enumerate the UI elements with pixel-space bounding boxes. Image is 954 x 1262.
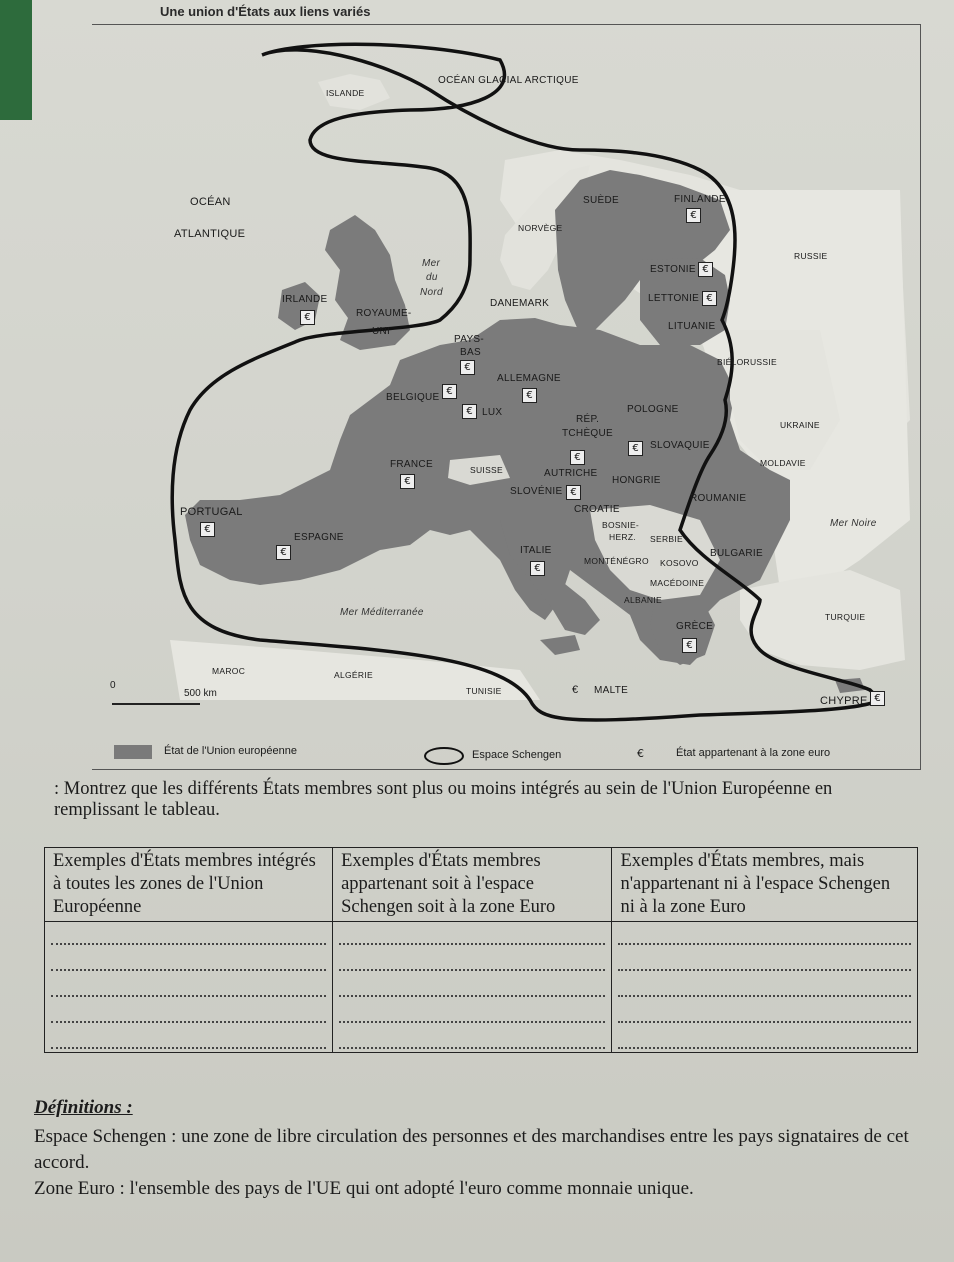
label-bosnie-1: BOSNIE- <box>602 520 640 530</box>
label-suede: SUÈDE <box>583 195 619 206</box>
label-ocean-atlantique-2: ATLANTIQUE <box>174 228 246 240</box>
dotted-line <box>618 951 911 971</box>
answer-cell[interactable] <box>45 1000 333 1026</box>
label-algerie: ALGÉRIE <box>334 670 373 680</box>
column-header-fully-integrated: Exemples d'États membres intégrés à toutes les zones de l'Union Européenne <box>45 848 333 922</box>
legend-eu-label: État de l'Union européenne <box>164 745 297 757</box>
label-bulgarie: BULGARIE <box>710 548 763 559</box>
table-header-row <box>45 848 918 922</box>
label-ocean-atlantique-1: OCÉAN <box>190 196 231 208</box>
answer-cell[interactable] <box>333 1026 612 1053</box>
table-row <box>45 1026 918 1053</box>
legend-euro-label: État appartenant à la zone euro <box>676 747 831 759</box>
dotted-line <box>51 1003 326 1023</box>
label-pays-bas-1: PAYS- <box>454 334 485 345</box>
definition-euro: Zone Euro : l'ensemble des pays de l'UE qui ont adopté l'euro comme monnaie unique. <box>34 1178 694 1199</box>
label-autriche: AUTRICHE <box>544 468 598 479</box>
euro-icon-malte: € <box>572 684 579 696</box>
label-italie: ITALIE <box>520 545 552 556</box>
dotted-line <box>51 951 326 971</box>
label-mer-mediterranee: Mer Méditerranée <box>340 607 424 618</box>
euro-icon-finlande: € <box>686 208 701 223</box>
dotted-line <box>339 1003 605 1023</box>
euro-icon-italie: € <box>530 561 545 576</box>
euro-icon-pays-bas: € <box>460 360 475 375</box>
dotted-line <box>339 977 605 997</box>
answer-cell[interactable] <box>333 948 612 974</box>
label-islande: ISLANDE <box>326 88 365 98</box>
dotted-line <box>618 1003 911 1023</box>
label-albanie: ALBANIE <box>624 595 663 605</box>
answer-cell[interactable] <box>45 922 333 949</box>
label-macedoine: MACÉDOINE <box>650 578 705 588</box>
euro-icon-belgique: € <box>442 384 457 399</box>
euro-icon-grece: € <box>682 638 697 653</box>
label-luxembourg: LUX <box>482 407 503 418</box>
column-header-partially-integrated: Exemples d'États membres appartenant soit à l'espace Schengen soit à la zone Euro <box>333 848 612 922</box>
label-france: FRANCE <box>390 459 433 470</box>
label-suisse: SUISSE <box>470 465 503 475</box>
answer-cell[interactable] <box>612 1000 918 1026</box>
scale-zero: 0 <box>110 680 116 691</box>
label-estonie: ESTONIE <box>650 264 696 275</box>
label-pologne: POLOGNE <box>627 404 679 415</box>
label-mer: Mer <box>422 258 441 269</box>
label-allemagne: ALLEMAGNE <box>497 373 561 384</box>
question-text: : Montrez que les différents États membres sont plus ou moins intégrés au sein de l'Union Européenne en remplissant le tableau. <box>54 779 833 820</box>
dotted-line <box>339 925 605 945</box>
legend-eu-swatch <box>114 745 152 759</box>
eu-land-sicily <box>540 635 580 655</box>
label-lituanie: LITUANIE <box>668 321 716 332</box>
dotted-line <box>51 1029 326 1049</box>
scale-distance: 500 km <box>184 688 217 699</box>
label-royaume-uni-1: ROYAUME- <box>356 308 412 319</box>
label-malte: MALTE <box>594 685 629 696</box>
table-row <box>45 1000 918 1026</box>
label-hongrie: HONGRIE <box>612 475 661 486</box>
dotted-line <box>51 977 326 997</box>
label-mer-noire: Mer Noire <box>830 518 877 529</box>
label-slovaquie: SLOVAQUIE <box>650 440 710 451</box>
legend-schengen-oval <box>424 747 464 765</box>
answer-cell[interactable] <box>612 922 918 949</box>
answer-cell[interactable] <box>333 1000 612 1026</box>
label-espagne: ESPAGNE <box>294 532 344 543</box>
label-moldavie: MOLDAVIE <box>760 458 806 468</box>
label-chypre: CHYPRE <box>820 695 868 707</box>
label-serbie: SERBIE <box>650 534 683 544</box>
label-du: du <box>426 272 438 283</box>
euro-icon-portugal: € <box>200 522 215 537</box>
definition-schengen: Espace Schengen : une zone de libre circulation des personnes et des marchandises entre les pays signataires de cet accord. <box>34 1126 909 1173</box>
euro-icon-espagne: € <box>276 545 291 560</box>
euro-icon-chypre: € <box>870 691 885 706</box>
euro-icon-autriche: € <box>570 450 585 465</box>
answer-cell[interactable] <box>333 922 612 949</box>
answer-cell[interactable] <box>45 948 333 974</box>
answer-cell[interactable] <box>45 974 333 1000</box>
map-title: Une union d'États aux liens variés <box>160 4 371 19</box>
label-turquie: TURQUIE <box>825 612 866 622</box>
label-rep-tcheque-1: RÉP. <box>576 414 600 425</box>
euro-icon-irlande: € <box>300 310 315 325</box>
column-header-not-integrated: Exemples d'États membres, mais n'appartenant ni à l'espace Schengen ni à la zone Euro <box>612 848 918 922</box>
euro-icon-estonie: € <box>698 262 713 277</box>
euro-icon-slovenie: € <box>566 485 581 500</box>
label-kosovo: KOSOVO <box>660 558 699 568</box>
legend-euro-icon: € <box>637 747 644 760</box>
euro-icon-allemagne: € <box>522 388 537 403</box>
label-roumanie: ROUMANIE <box>690 493 747 504</box>
label-croatie: CROATIE <box>574 504 620 515</box>
answer-cell[interactable] <box>612 948 918 974</box>
label-rep-tcheque-2: TCHÈQUE <box>562 428 613 439</box>
label-bosnie-2: HERZ. <box>609 532 636 542</box>
label-russie: RUSSIE <box>794 251 828 261</box>
table-row <box>45 922 918 949</box>
answer-cell[interactable] <box>45 1026 333 1053</box>
label-irlande: IRLANDE <box>282 294 328 305</box>
definitions-title: Définitions : <box>34 1097 133 1118</box>
answer-cell[interactable] <box>333 974 612 1000</box>
label-pays-bas-2: BAS <box>460 347 481 358</box>
label-tunisie: TUNISIE <box>466 686 502 696</box>
dotted-line <box>339 951 605 971</box>
label-lettonie: LETTONIE <box>648 293 700 304</box>
label-grece: GRÈCE <box>676 621 714 632</box>
legend-schengen-label: Espace Schengen <box>472 749 562 761</box>
dotted-line <box>618 925 911 945</box>
label-belgique: BELGIQUE <box>386 392 440 403</box>
table-row <box>45 948 918 974</box>
dotted-line <box>618 977 911 997</box>
label-ukraine: UKRAINE <box>780 420 820 430</box>
label-montenegro: MONTÉNÉGRO <box>584 556 649 566</box>
euro-icon-france: € <box>400 474 415 489</box>
euro-icon-slovaquie: € <box>628 441 643 456</box>
label-finlande: FINLANDE <box>674 194 726 205</box>
label-norvege: NORVÈGE <box>518 223 563 233</box>
label-nord: Nord <box>420 287 443 298</box>
answer-cell[interactable] <box>612 1026 918 1053</box>
map-legend <box>110 745 870 767</box>
euro-icon-lettonie: € <box>702 291 717 306</box>
label-slovenie: SLOVÉNIE <box>510 486 563 497</box>
label-bielorussie: BIÉLORUSSIE <box>717 357 777 367</box>
label-danemark: DANEMARK <box>490 298 550 309</box>
euro-icon-luxembourg: € <box>462 404 477 419</box>
table-row <box>45 974 918 1000</box>
dotted-line <box>618 1029 911 1049</box>
answer-cell[interactable] <box>612 974 918 1000</box>
dotted-line <box>51 925 326 945</box>
answer-table <box>44 847 918 1053</box>
label-maroc: MAROC <box>212 666 246 676</box>
label-royaume-uni-2: UNI <box>372 326 391 337</box>
dotted-line <box>339 1029 605 1049</box>
label-ocean-arctique: OCÉAN GLACIAL ARCTIQUE <box>438 75 579 86</box>
label-portugal: PORTUGAL <box>180 506 243 518</box>
